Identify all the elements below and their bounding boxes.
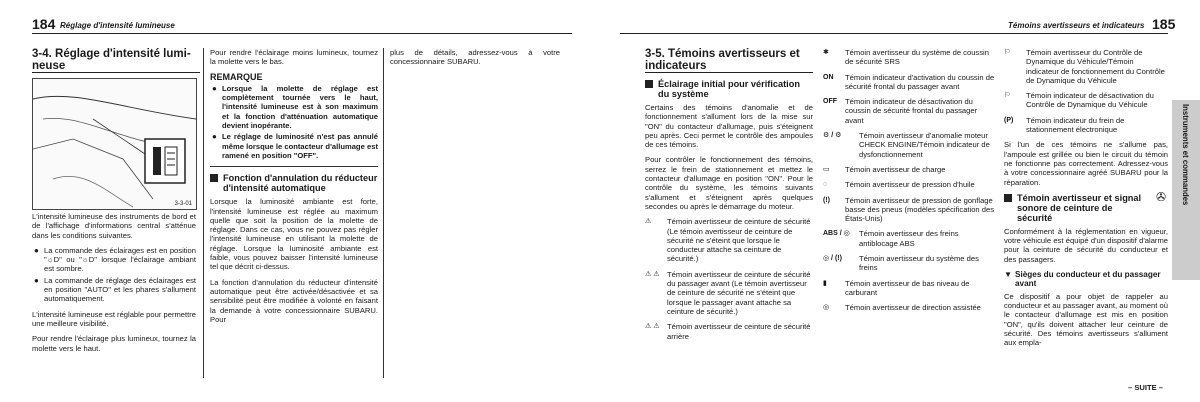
intro-paragraph: L'intensité lumineuse des instruments de bord et de l'affichage d'informations central s'atténue dans les conditions suivantes.: [32, 212, 196, 240]
subsection-title-text: Fonction d'annulation du réducteur d'intensité automatique: [223, 173, 378, 194]
indicator-item: [645, 322, 813, 341]
column-divider: [383, 48, 384, 378]
left-column-1-text: [32, 212, 196, 359]
brighter-paragraph: Pour rendre l'éclairage plus lumineux, tournez la molette vers le haut.: [32, 334, 196, 353]
list-item: [210, 84, 378, 130]
indicator-item: [823, 131, 995, 159]
seatbelt-paragraph-1: Conformément à la réglementation en vigueur, votre véhicule est équipé d'un dispositif d'alarme pour la ceinture de sécurité du conducteur et des passagers.: [1004, 226, 1168, 264]
srs-airbag-icon: ✱: [823, 49, 829, 56]
chapter-side-tab-label: Instruments et commandes: [1181, 104, 1190, 206]
list-item: [32, 246, 196, 274]
indicator-text: Témoin indicateur de désactivation du coussin de sécurité frontal du passager avant: [845, 97, 978, 125]
seatbelt-paragraph-2: Ce dispositif a pour objet de rappeler au conducteur et au passager avant, au moment où le contacteur d'allumage est mis en position "ON", qu'ils doivent attacher leur ceinture de sécurité. Des témoins avertisseurs s'allument aux empla-: [1004, 291, 1168, 348]
tire-pressure-icon: (!): [823, 196, 830, 204]
indicator-text: Témoin avertisseur de charge: [845, 164, 946, 174]
bullet-icon: ●: [34, 275, 39, 285]
indicator-text: Témoin avertisseur de pression d'huile: [845, 180, 975, 190]
subsection-title-seatbelt: [1004, 189, 1168, 223]
list-item-text: La commande de réglage des éclairages est en position "AUTO" et les phares s'allument automatiquement.: [44, 275, 196, 304]
continued-paragraph: plus de détails, adressez-vous à votre concessionnaire SUBARU.: [390, 48, 560, 67]
indicator-text: Témoin avertisseur du système de coussin de sécurité SRS: [845, 48, 989, 67]
square-bullet-icon: [210, 174, 218, 182]
front-seats-title-text: Sièges du conducteur et du passager avant: [1015, 270, 1161, 289]
continued-label: – SUITE –: [1128, 383, 1164, 392]
indicator-text: Témoin avertisseur d'anomalie moteur CHECK ENGINE/Témoin indicateur de dysfonctionnement: [859, 131, 990, 159]
indicator-text: Témoin indicateur d'activation du coussin de sécurité frontal du passager avant: [845, 72, 995, 91]
cancel-paragraph-2: La fonction d'annulation du réducteur d'intensité automatique peut être activée/désactivée et sa sensibilité peut être modifiée à volonté en faisant la demande à votre concessionnaire SUBARU. Pour: [210, 277, 378, 324]
vehicle-dynamics-icon: ⚐: [1004, 49, 1011, 56]
cancel-paragraph-1: Lorsque la luminosité ambiante est forte, l'intensité lumineuse est réglée au maximum quelle que soit la position de la molette de réglage. Dans ce cas, vous ne pouvez pas régler l'intensité lumineuse en utilisant la molette de réglage. Lorsque la luminosité ambiante est faible, vous pouvez baisser l'intensité lumineuse tel que décrit ci-dessus.: [210, 197, 378, 272]
indicator-item: [823, 73, 995, 92]
indicator-text: Témoin avertisseur de ceinture de sécurité (Le témoin avertisseur de ceinture de sécurité ne s'éteint que lorsque le conducteur attache sa ceinture de sécurité.): [667, 217, 811, 264]
left-column-1: [32, 48, 200, 79]
rear-seatbelt-warning-icon: ⚠ ⚠: [645, 323, 660, 331]
adjust-paragraph: L'intensité lumineuse est réglable pour permettre une meilleure visibilité.: [32, 309, 196, 328]
section-title-text: 3-5. Témoins avertisseurs et indicateurs: [645, 48, 813, 73]
right-column-1: [645, 48, 813, 347]
bullet-icon: ●: [212, 83, 217, 93]
parking-brake-icon: (P): [1004, 116, 1014, 124]
indicator-item: [1004, 48, 1168, 85]
section-title-line2: neuse: [32, 60, 200, 73]
indicator-item: [823, 303, 995, 312]
column-divider: [203, 48, 204, 378]
vehicle-dynamics-off-icon: ⚐: [1004, 92, 1011, 100]
indicator-text: Témoin indicateur du frein de stationnement électronique: [1026, 115, 1125, 135]
indicator-item: [645, 217, 813, 263]
subsection-title-initial-lighting: [645, 79, 813, 99]
bullet-icon: ●: [34, 245, 39, 255]
list-item-text: Le réglage de luminosité n'est pas annulé même lorsque le contacteur d'allumage est ramené en position "OFF".: [222, 132, 378, 160]
dashboard-illustration: [32, 78, 197, 210]
dimming-conditions-list: [32, 246, 196, 304]
airbag-off-icon: OFF: [823, 98, 837, 106]
check-engine-icon: ⚙ / ⚙: [823, 132, 842, 140]
indicator-text: Témoin avertisseur de ceinture de sécurité du passager avant (Le témoin avertisseur de ceinture de sécurité ne s'éteint que lorsque le passager avant attache sa ceinture de sécurité.): [667, 269, 811, 316]
right-column-3: [1004, 48, 1168, 354]
list-item-text: Lorsque la molette de réglage est complètement tournée vers le haut, l'intensité lumineuse est à son maximum et la fonction d'atténuation automatique devient inopérante.: [222, 83, 378, 131]
list-item: [32, 276, 196, 304]
left-page-header: Réglage d'intensité lumineuse: [60, 21, 175, 30]
indicator-text: Témoin avertisseur de ceinture de sécurité arrière: [667, 322, 811, 341]
indicator-item: [823, 180, 995, 189]
indicator-item: [645, 270, 813, 316]
remark-title: REMARQUE: [210, 71, 263, 82]
right-page-header: Témoins avertisseurs et indicateurs: [1008, 21, 1145, 30]
triangle-down-icon: ▼: [1004, 270, 1013, 280]
section-title-3-4: [32, 48, 200, 73]
square-bullet-icon: [645, 80, 653, 88]
list-item: [210, 132, 378, 160]
subsection-title-cancel: [210, 173, 378, 193]
indicator-text: Témoin avertisseur du Contrôle de Dynamique du Véhicule/Témoin indicateur de fonctionnement du Contrôle de Dynamique du Véhicule: [1026, 48, 1165, 85]
right-page-number: 185: [1152, 16, 1176, 32]
left-page-number: 184: [32, 16, 56, 32]
indicator-item: [1004, 91, 1168, 110]
left-column-3: [390, 48, 560, 73]
indicator-item: [1004, 116, 1168, 135]
initial-paragraph-1: Certains des témoins d'anomalie et de fonctionnement s'allument lors de la mise sur "ON" du contacteur d'allumage, puis s'éteignent peu après. Ceci permet le contrôle des ampoules de ces témoins.: [645, 103, 813, 150]
bulb-failure-paragraph: Si l'un de ces témoins ne s'allume pas, l'ampoule est grillée ou bien le circuit du témoin ne fonctionne pas correctement. Adressez-vous à votre concessionnaire agréé SUBARU pour la réparation.: [1004, 140, 1168, 187]
indicator-item: [823, 165, 995, 174]
right-column-2: [823, 48, 995, 319]
subsection-title-text: Témoin avertisseur et signal sonore de ceinture de sécurité: [1017, 192, 1142, 223]
indicator-item: [823, 97, 995, 125]
dimmer-dial-drawing: [33, 79, 196, 209]
remark-rule: [210, 166, 378, 167]
passenger-seatbelt-warning-icon: ⚠ ⚠: [645, 270, 660, 278]
indicator-text: Témoin avertisseur de pression de gonflage basse des pneus (modèles spécification des États-Unis): [845, 195, 995, 224]
power-steering-icon: ◎: [823, 304, 830, 312]
section-title-line1: 3-4. Réglage d'intensité lumi-: [32, 48, 191, 60]
right-header-rule: [620, 33, 1168, 34]
subsection-title-text: Éclairage initial pour vérification du système: [658, 79, 800, 99]
left-column-2: [210, 48, 378, 330]
indicator-item: [823, 48, 995, 67]
indicator-text: Témoin avertisseur du système des freins: [859, 254, 979, 273]
oil-pressure-icon: ◌: [823, 181, 828, 189]
indicator-item: [823, 229, 995, 248]
indicator-text: Témoin avertisseur des freins antiblocage ABS: [859, 229, 959, 248]
indicator-text: Témoin avertisseur de direction assistée: [845, 303, 981, 313]
battery-charge-icon: ▭: [823, 165, 830, 173]
left-header-rule: [32, 33, 572, 34]
indicator-text: Témoin indicateur de désactivation du Contrôle de Dynamique du Véhicule: [1026, 91, 1154, 110]
indicator-item: [823, 196, 995, 224]
indicator-text: Témoin avertisseur de bas niveau de carburant: [845, 278, 970, 297]
airbag-on-icon: ON: [823, 73, 834, 81]
indicator-item: [823, 279, 995, 298]
seatbelt-subsection: [1004, 189, 1168, 223]
abs-warning-icon: ABS / ◎: [823, 230, 850, 238]
low-fuel-icon: ▮: [823, 279, 827, 287]
seatbelt-warning-icon: ✇: [1155, 189, 1166, 204]
indicator-item: [823, 254, 995, 273]
brake-system-icon: ◎ / (!): [823, 255, 842, 263]
list-item-text: La commande des éclairages est en position "☼D" ou "☼D" lorsque l'éclairage ambiant est sombre.: [44, 245, 196, 274]
bullet-icon: ●: [212, 132, 217, 142]
section-title-3-5: [645, 48, 813, 73]
square-bullet-icon: [1004, 194, 1012, 202]
seatbelt-warning-icon: ⚠: [645, 218, 652, 226]
dimmer-paragraph: Pour rendre l'éclairage moins lumineux, tournez la molette vers le bas.: [210, 48, 378, 67]
initial-paragraph-2: Pour contrôler le fonctionnement des témoins, serrez le frein de stationnement et mettez le contacteur d'allumage en position "ON". Pour le contrôle du système, les témoins suivants s'allument et s'éteignent après quelques secondes ou après le démarrage du moteur.: [645, 155, 813, 211]
illustration-code: 3-3-01: [174, 201, 192, 207]
remark-list: [210, 84, 378, 160]
front-seats-title: [1004, 270, 1168, 289]
